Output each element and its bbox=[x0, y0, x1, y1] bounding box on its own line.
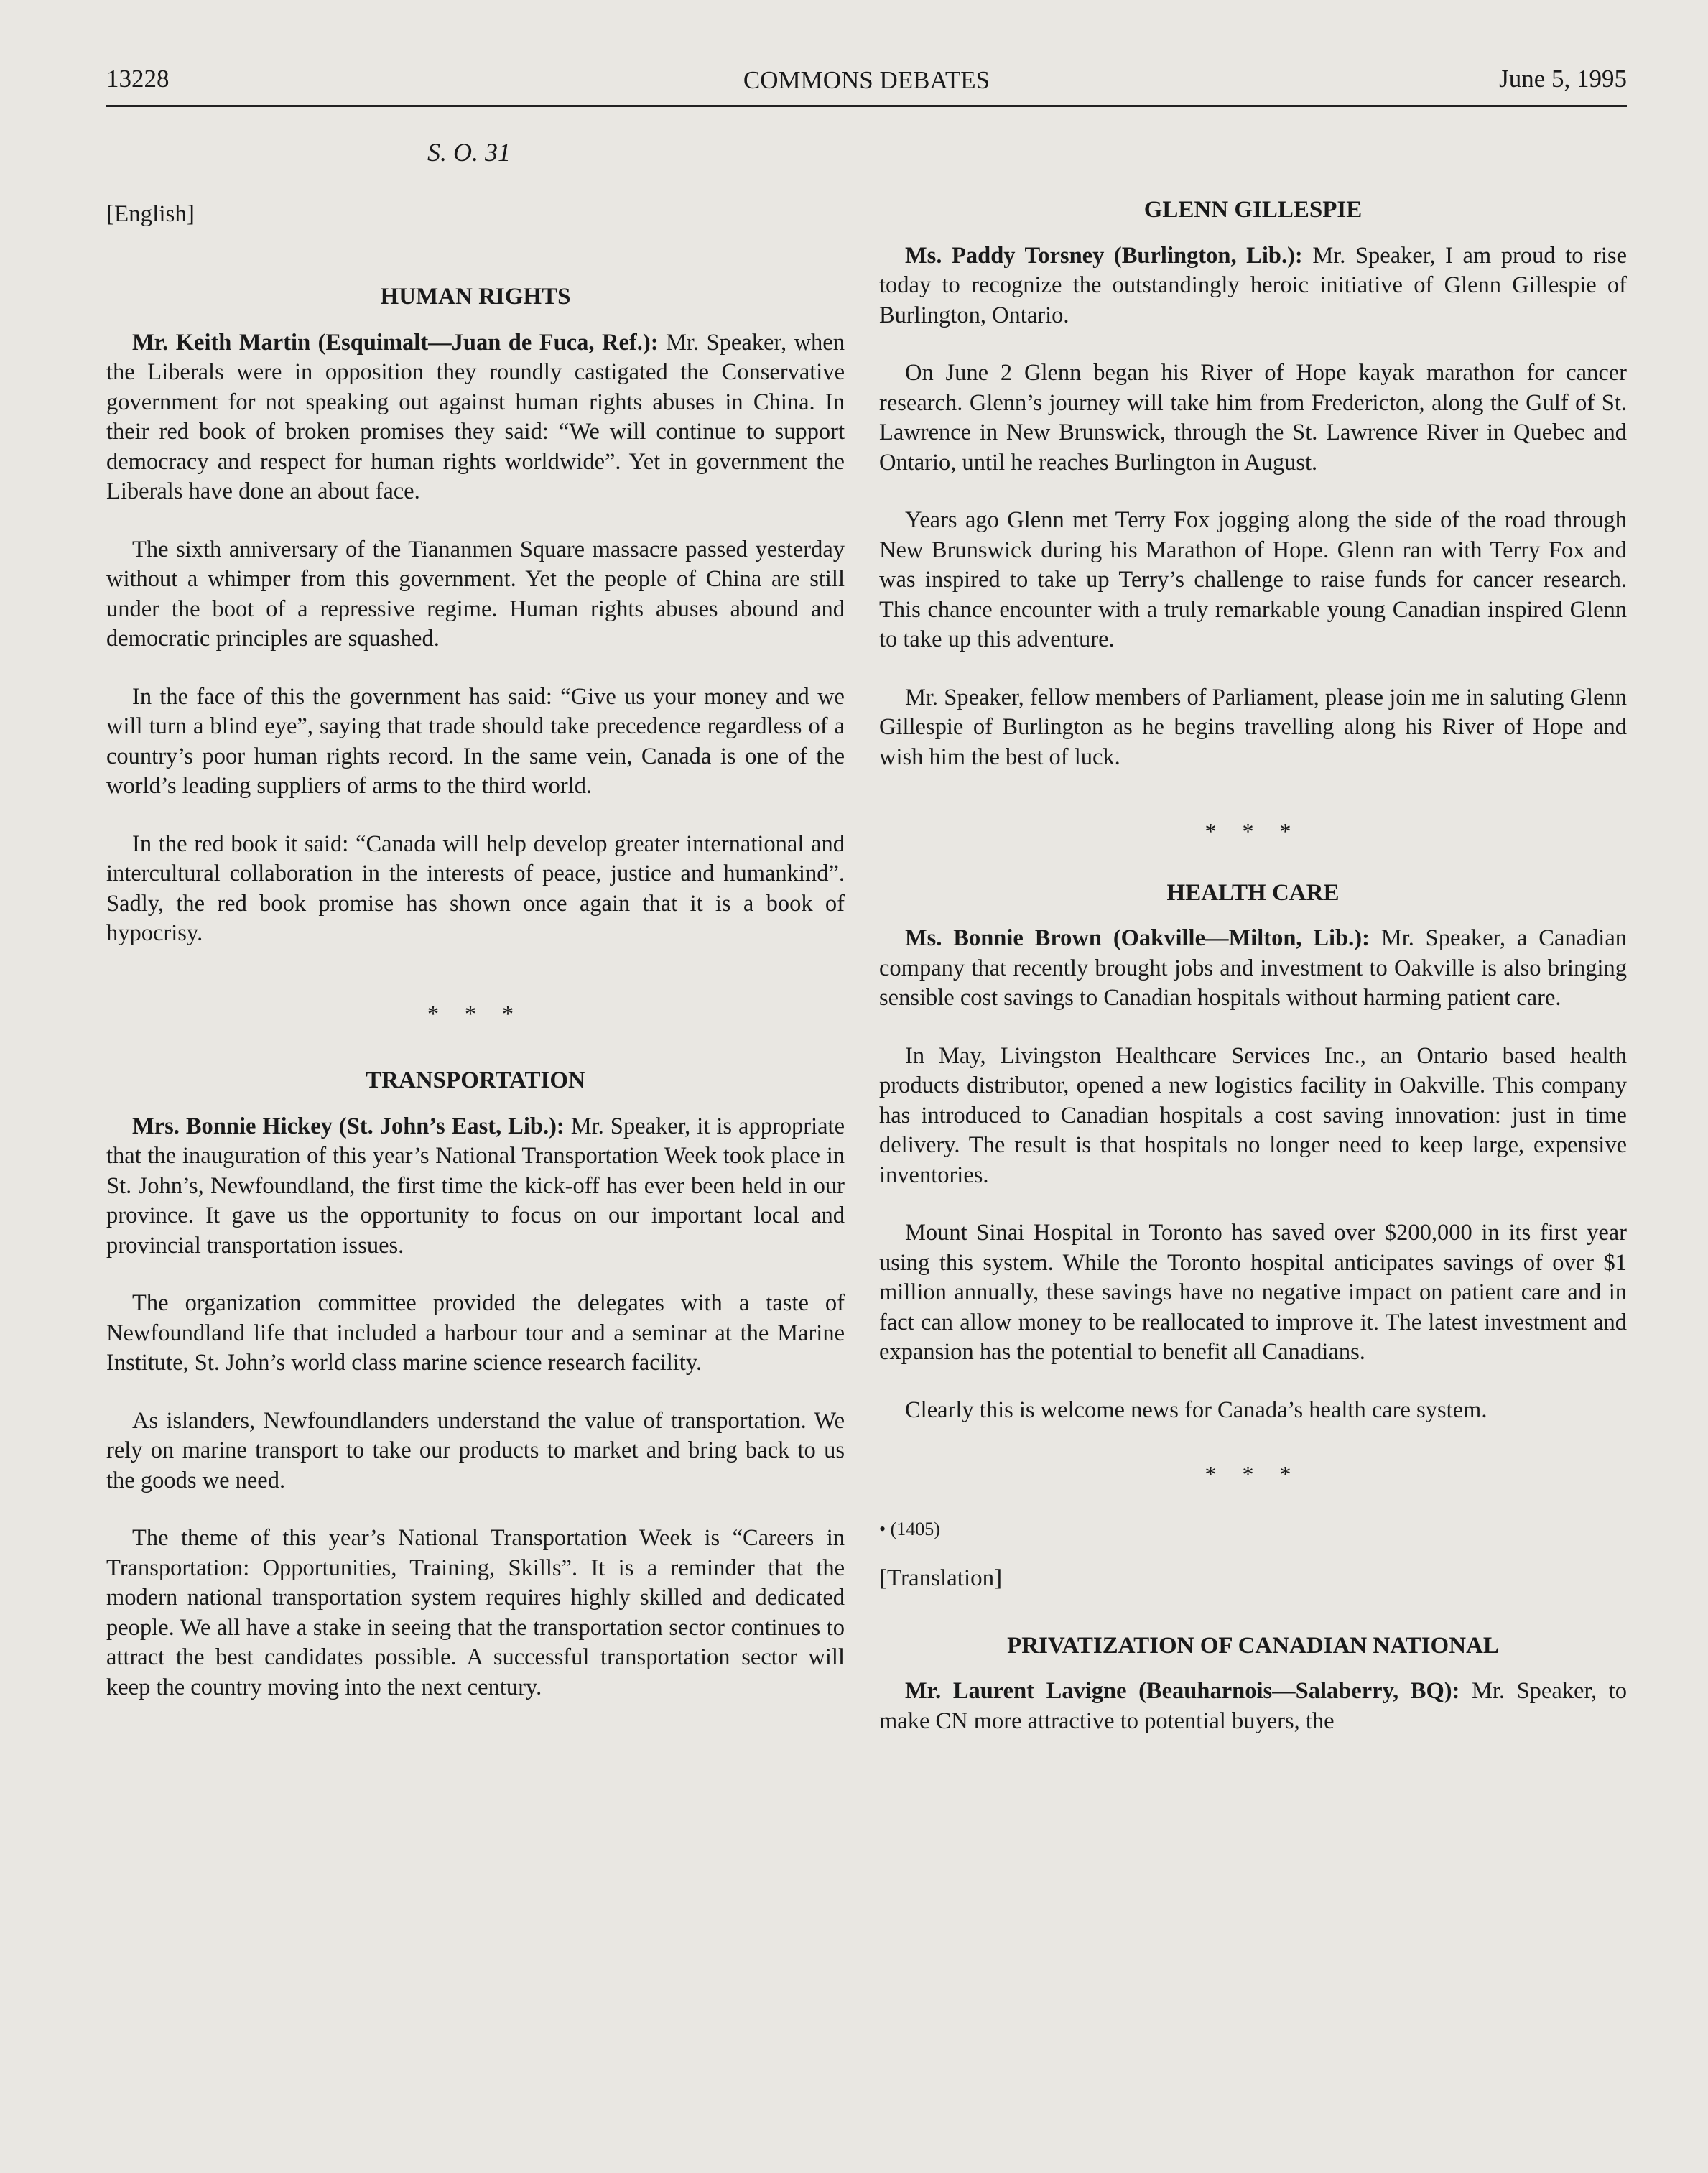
paragraph: In the red book it said: “Canada will help develop greater international and intercultural collaboration in the interests of peace, justice and humankind”. Sadly, the red book promise has shown once again that it is a book of hypocrisy. bbox=[106, 830, 845, 946]
paragraph: Mrs. Bonnie Hickey (St. John’s East, Lib.): Mr. Speaker, it is appropriate that the inauguration of this year’s National Transportation Week took place in St. John’s, Newfoundland, the first time the kick-off has ever been held in our province. It gave us the opportunity to focus on our important local and provincial transportation issues. bbox=[106, 1113, 845, 1259]
paragraph: Mr. Laurent Lavigne (Beauharnois—Salaberry, BQ): Mr. Speaker, to make CN more attractive to potential buyers, the bbox=[879, 1678, 1627, 1734]
paragraph: Mr. Keith Martin (Esquimalt—Juan de Fuca, Ref.): Mr. Speaker, when the Liberals were in opposition they roundly castigated the Conservative government for not speaking out against human rights abuses in China. In their red book of broken promises they said: “We will continue to support democracy and respect for human rights worldwide”. Yet in government the Liberals have done an about face. bbox=[106, 329, 845, 504]
paragraph: Mount Sinai Hospital in Toronto has saved over $200,000 in its first year using this system. While the Toronto hospital anticipates savings of over $1 million annually, these savings have no negative impact on patient care and in fact can allow money to be reallocated to improve it. The latest investment and expansion has the potential to benefit all Canadians. bbox=[879, 1220, 1627, 1365]
section-heading-transportation: TRANSPORTATION bbox=[366, 1067, 585, 1093]
section-heading-human-rights: HUMAN RIGHTS bbox=[380, 284, 571, 310]
section-heading-health-care: HEALTH CARE bbox=[1166, 879, 1340, 906]
right-column bbox=[879, 115, 1627, 1736]
section-heading-privatization: PRIVATIZATION OF CANADIAN NATIONAL bbox=[1007, 1632, 1499, 1659]
language-marker: [English] bbox=[106, 200, 195, 227]
page-header bbox=[106, 59, 1627, 107]
section-divider: * * * bbox=[427, 1000, 524, 1027]
paragraph: The sixth anniversary of the Tiananmen Square massacre passed yesterday without a whimper from this government. Yet the people of China are still under the boot of a repressive regime. Human rights abuses abound and democratic principles are squashed. bbox=[106, 536, 845, 652]
paragraph: On June 2 Glenn began his River of Hope kayak marathon for cancer research. Glenn’s journey will take him from Fredericton, along the Gulf of St. Lawrence in New Brunswick, through the St. Lawrence River in Quebec and Ontario, until he reaches Burlington in August. bbox=[879, 360, 1627, 476]
section-divider: * * * bbox=[1205, 818, 1301, 844]
paragraph: In the face of this the government has said: “Give us your money and we will turn a blind eye”, saying that trade should take precedence regardless of a country’s poor human rights record. In the same vein, Canada is one of the world’s leading suppliers of arms to the third world. bbox=[106, 683, 845, 799]
standing-order-label: S. O. 31 bbox=[427, 138, 511, 167]
language-marker: [Translation] bbox=[879, 1565, 1003, 1591]
page-date: June 5, 1995 bbox=[1499, 65, 1627, 93]
speaker-name: Ms. Bonnie Brown (Oakville—Milton, Lib.): bbox=[905, 925, 1370, 951]
paragraph: The organization committee provided the delegates with a taste of Newfoundland life that included a harbour tour and a seminar at the Marine Institute, St. John’s world class marine science research facility. bbox=[106, 1290, 845, 1376]
paragraph: Clearly this is welcome news for Canada’s health care system. bbox=[905, 1396, 1487, 1423]
paragraph: Ms. Bonnie Brown (Oakville—Milton, Lib.): Mr. Speaker, a Canadian company that recently brought jobs and investment to Oakville is also bringing sensible cost savings to Canadian hospitals without harming patient care. bbox=[879, 925, 1627, 1011]
time-marker: • (1405) bbox=[879, 1518, 940, 1539]
page-number: 13228 bbox=[106, 65, 170, 93]
paragraph: Mr. Speaker, fellow members of Parliament, please join me in saluting Glenn Gillespie of Burlington as he begins travelling along his River of Hope and wish him the best of luck. bbox=[879, 684, 1627, 770]
paragraph: Years ago Glenn met Terry Fox jogging along the side of the road through New Brunswick during his Marathon of Hope. Glenn ran with Terry Fox and was inspired to take up Terry’s challenge to raise funds for cancer research. This chance encounter with a truly remarkable young Canadian inspired Glenn to take up this adventure. bbox=[879, 507, 1627, 652]
paragraph: As islanders, Newfoundlanders understand the value of transportation. We rely on marine transport to take our products to market and bring back to us the goods we need. bbox=[106, 1407, 845, 1493]
left-column bbox=[106, 115, 845, 1702]
speaker-name: Mr. Laurent Lavigne (Beauharnois—Salaberry, BQ): bbox=[905, 1678, 1460, 1704]
paragraph: The theme of this year’s National Transportation Week is “Careers in Transportation: Opportunities, Training, Skills”. It is a reminder that the modern national transportation system requires highly skilled and dedicated people. We all have a stake in seeing that the transportation sector continues to attract the best candidates possible. A successful transportation sector will keep the country moving into the next century. bbox=[106, 1525, 845, 1700]
paragraph: In May, Livingston Healthcare Services Inc., an Ontario based health products distributor, opened a new logistics facility in Oakville. This company has introduced to Canadian hospitals a cost saving innovation: just in time delivery. The result is that hospitals no longer need to keep large, expensive inventories. bbox=[879, 1042, 1627, 1188]
section-heading-glenn-gillespie: GLENN GILLESPIE bbox=[1143, 197, 1363, 223]
speaker-name: Mr. Keith Martin (Esquimalt—Juan de Fuca, Ref.): bbox=[132, 329, 659, 356]
paragraph: Ms. Paddy Torsney (Burlington, Lib.): Mr. Speaker, I am proud to rise today to recognize the outstandingly heroic initiative of Glenn Gillespie of Burlington, Ontario. bbox=[879, 242, 1628, 328]
section-divider: * * * bbox=[1205, 1461, 1301, 1487]
speaker-name: Mrs. Bonnie Hickey (St. John’s East, Lib.): bbox=[132, 1113, 565, 1139]
speaker-name: Ms. Paddy Torsney (Burlington, Lib.): bbox=[905, 242, 1303, 269]
running-title: COMMONS DEBATES bbox=[743, 66, 990, 94]
